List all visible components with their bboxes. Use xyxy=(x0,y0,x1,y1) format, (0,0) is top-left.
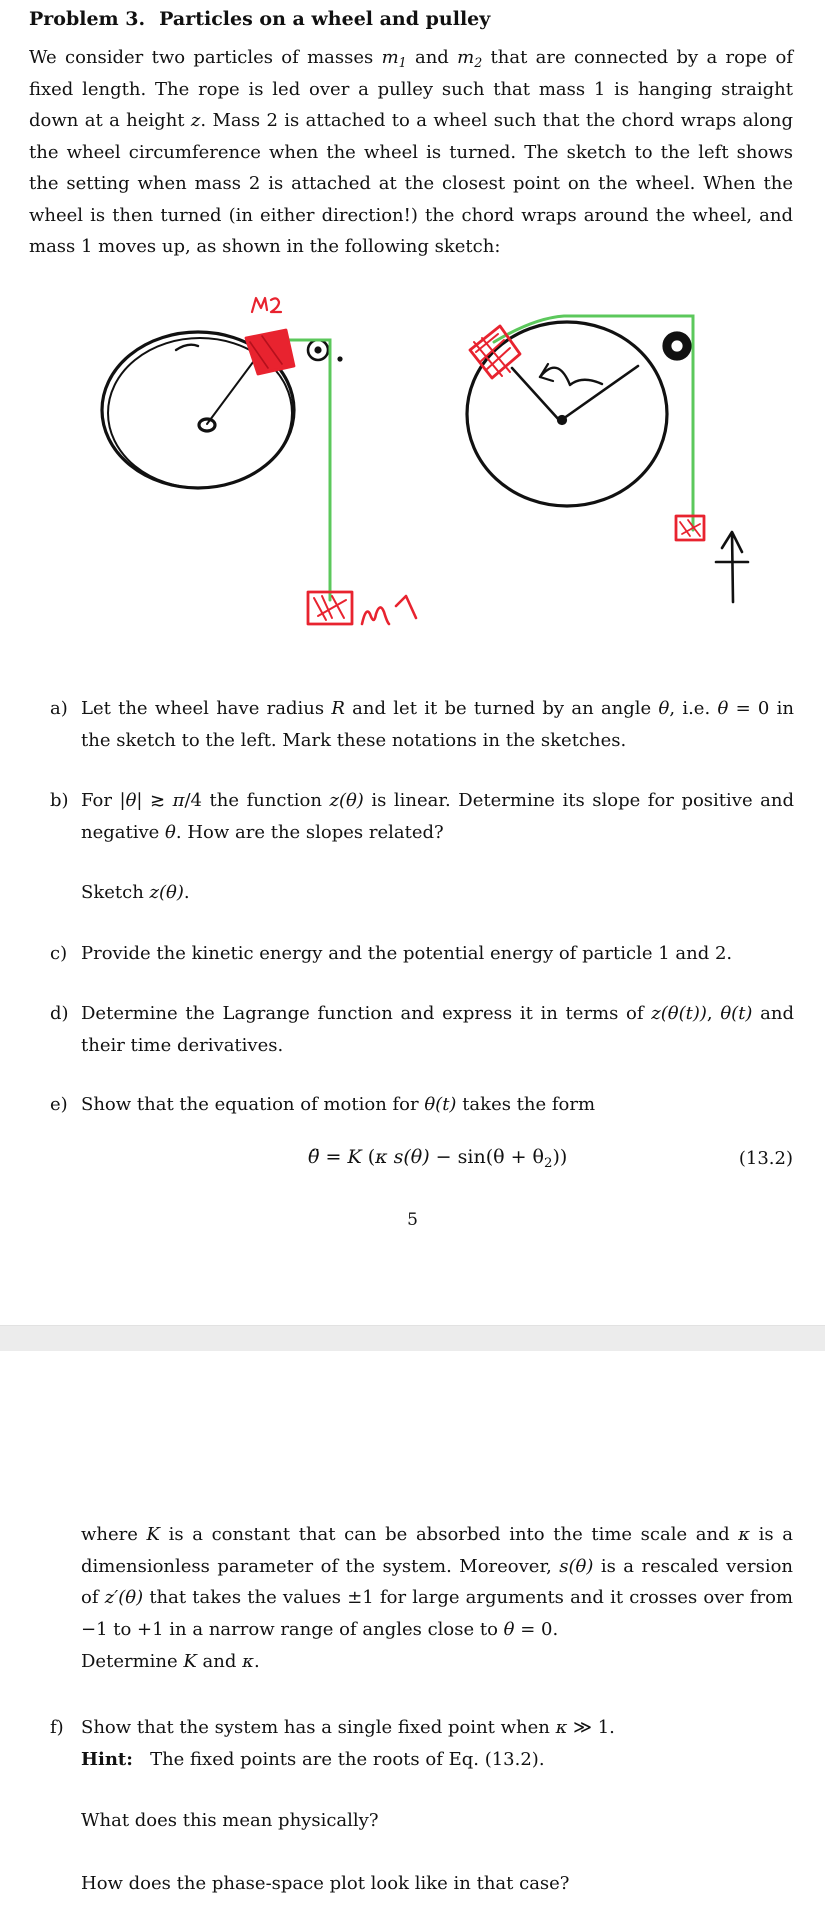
math-theta: θ xyxy=(658,698,670,719)
right-wheel xyxy=(467,322,667,506)
continuation-text: is a rescaled version of xyxy=(81,1555,794,1609)
question-text: the function xyxy=(202,790,330,811)
intro-paragraph xyxy=(29,42,793,263)
continuation-text: Determine xyxy=(81,1650,184,1672)
question-c xyxy=(50,938,794,970)
page-separator xyxy=(0,1325,825,1352)
right-wheel-radius-left xyxy=(512,368,560,421)
left-pulley-dot xyxy=(316,348,320,352)
right-wheel-hub xyxy=(559,417,566,424)
math-K: K xyxy=(146,1524,160,1545)
problem-name: Particles on a wheel and pulley xyxy=(159,8,491,30)
math-K: K xyxy=(183,1650,197,1672)
math-theta-ddot: θ̈ xyxy=(308,1146,320,1168)
right-mass-m1-hatch xyxy=(680,520,700,536)
math-symbol: m xyxy=(381,47,399,68)
question-text: and their time derivatives. xyxy=(81,1003,794,1056)
math-subscript: 2 xyxy=(544,1155,553,1171)
question-text: Provide the kinetic energy and the potential energy of particle 1 and 2. xyxy=(81,943,733,964)
question-text: . How are the slopes related? xyxy=(175,821,444,843)
continuation-text: that takes the values ±1 for large arguments and it crosses over from −1 to +1 in a narrow range of angles close to xyxy=(81,1587,793,1641)
math-kappa: κ xyxy=(555,1717,568,1738)
math-sin-term: − sin(θ + θ xyxy=(429,1146,544,1168)
question-text: . xyxy=(183,882,190,903)
question-text: Sketch xyxy=(81,882,150,903)
math-theta: θ xyxy=(165,821,176,843)
math-kappa: κ xyxy=(242,1650,254,1672)
math-quarter: /4 xyxy=(184,790,203,811)
math-z: z xyxy=(190,110,201,131)
up-arrow-icon xyxy=(716,532,748,602)
intro-text: . Mass 2 is attached to a wheel such that the chord wraps along the wheel circumference when the wheel is turned. The sketch to the left shows the setting when mass 2 is attached at the closest point on the wheel. When the wheel is then turned (in either direction!) the chord wraps around the wheel, and mass 1 moves up, as shown in the following sketch: xyxy=(29,110,793,257)
left-rope-over-pulley xyxy=(268,340,330,600)
hint-label: Hint: xyxy=(81,1748,133,1770)
question-text: is linear. Determine its slope for positive and negative xyxy=(81,790,794,843)
math-theta: θ xyxy=(503,1619,515,1641)
question-tag: c) xyxy=(50,943,68,964)
hint-text: The fixed points are the roots of Eq. (13.2). xyxy=(150,1748,545,1770)
math-K: K xyxy=(347,1146,362,1168)
math-theta-t: θ(t) xyxy=(720,1003,753,1024)
math-s-theta: s(θ) xyxy=(387,1146,430,1168)
math-theta: θ xyxy=(717,698,729,719)
question-text: takes the form xyxy=(456,1094,596,1115)
question-a xyxy=(50,693,794,756)
math-z-theta: z(θ) xyxy=(329,790,364,811)
math-theta-t: θ(t) xyxy=(424,1094,457,1115)
question-f xyxy=(50,1712,794,1775)
math-kappa: κ xyxy=(738,1524,751,1545)
intro-text: and xyxy=(406,47,458,68)
math-subscript: 2 xyxy=(474,54,483,70)
question-text: and let it be turned by an angle xyxy=(344,698,659,719)
question-d xyxy=(50,998,794,1061)
intro-text: that are connected by a rope of fixed length. The rope is led over a pulley such that mass 1 is hanging straight down at a height xyxy=(29,47,793,131)
angle-arrow-head xyxy=(540,364,553,381)
math-pi: π xyxy=(172,790,185,811)
left-mass-m2-label xyxy=(252,298,281,312)
question-e xyxy=(50,1089,794,1121)
continuation-text: . xyxy=(253,1650,260,1672)
math-paren: ( xyxy=(361,1146,376,1168)
left-wheel-arrow-mark xyxy=(176,345,198,350)
math-kappa: κ xyxy=(375,1146,388,1168)
question-text: Show that the equation of motion for xyxy=(81,1094,425,1115)
right-wheel-radius-right xyxy=(560,366,638,421)
question-text: in the sketch to the left. Mark these notations in the sketches. xyxy=(81,698,794,751)
math-much-greater-one: ≫ 1. xyxy=(567,1717,615,1738)
math-m2 xyxy=(457,47,482,68)
math-R: R xyxy=(331,698,345,719)
continuation-text: = 0. xyxy=(514,1619,559,1641)
math-z-theta-t: z(θ(t)) xyxy=(651,1003,707,1024)
right-pulley-center xyxy=(673,342,681,350)
question-b xyxy=(50,785,794,848)
question-text: Determine the Lagrange function and express it in terms of xyxy=(81,1003,652,1024)
equation-number: (13.2) xyxy=(738,1148,793,1169)
angle-arrow-mark xyxy=(540,368,602,385)
question-f-phase-space: How does the phase-space plot look like in that case? xyxy=(81,1873,570,1894)
question-text: Show that the system has a single fixed point when xyxy=(81,1717,556,1738)
question-tag: d) xyxy=(50,1003,69,1024)
question-tag: b) xyxy=(50,790,69,811)
question-text: , xyxy=(706,1003,721,1024)
intro-text: We consider two particles of masses xyxy=(29,47,382,68)
math-equals-zero: = 0 xyxy=(728,698,770,719)
math-z-prime: z′(θ) xyxy=(104,1587,144,1609)
wheel-pulley-sketch xyxy=(0,280,825,650)
continuation-paragraph xyxy=(81,1519,793,1678)
equation-of-motion xyxy=(308,1146,568,1171)
math-gtrsim: ≳ xyxy=(142,790,173,811)
question-text: , i.e. xyxy=(669,698,718,719)
question-tag: a) xyxy=(50,698,68,719)
question-tag: f) xyxy=(50,1717,64,1738)
question-text: Let the wheel have radius xyxy=(81,698,332,719)
math-z-theta: z(θ) xyxy=(149,882,184,903)
continuation-text: where xyxy=(81,1524,147,1545)
question-text: For xyxy=(81,790,120,811)
math-abs-theta: |θ| xyxy=(119,790,143,811)
math-paren: )) xyxy=(552,1146,568,1168)
question-tag: e) xyxy=(50,1094,68,1115)
math-subscript: 1 xyxy=(398,54,407,70)
stray-dot xyxy=(339,358,341,360)
continuation-text: and xyxy=(196,1650,243,1672)
problem-label: Problem 3. xyxy=(29,8,146,30)
math-operator: = xyxy=(319,1146,348,1168)
left-mass-m2 xyxy=(246,330,294,374)
page-number: 5 xyxy=(407,1210,418,1230)
question-f-physical: What does this mean physically? xyxy=(81,1810,379,1831)
math-m1 xyxy=(382,47,407,68)
math-symbol: m xyxy=(457,47,475,68)
math-s-theta: s(θ) xyxy=(559,1555,594,1577)
continuation-text: is a constant that can be absorbed into the time scale and xyxy=(159,1524,739,1545)
question-b-sketch-prompt xyxy=(81,877,190,909)
continuation-text: is a dimensionless parameter of the system. Moreover, xyxy=(81,1524,793,1577)
problem-title xyxy=(29,8,490,30)
left-mass-m1-label xyxy=(362,596,416,624)
